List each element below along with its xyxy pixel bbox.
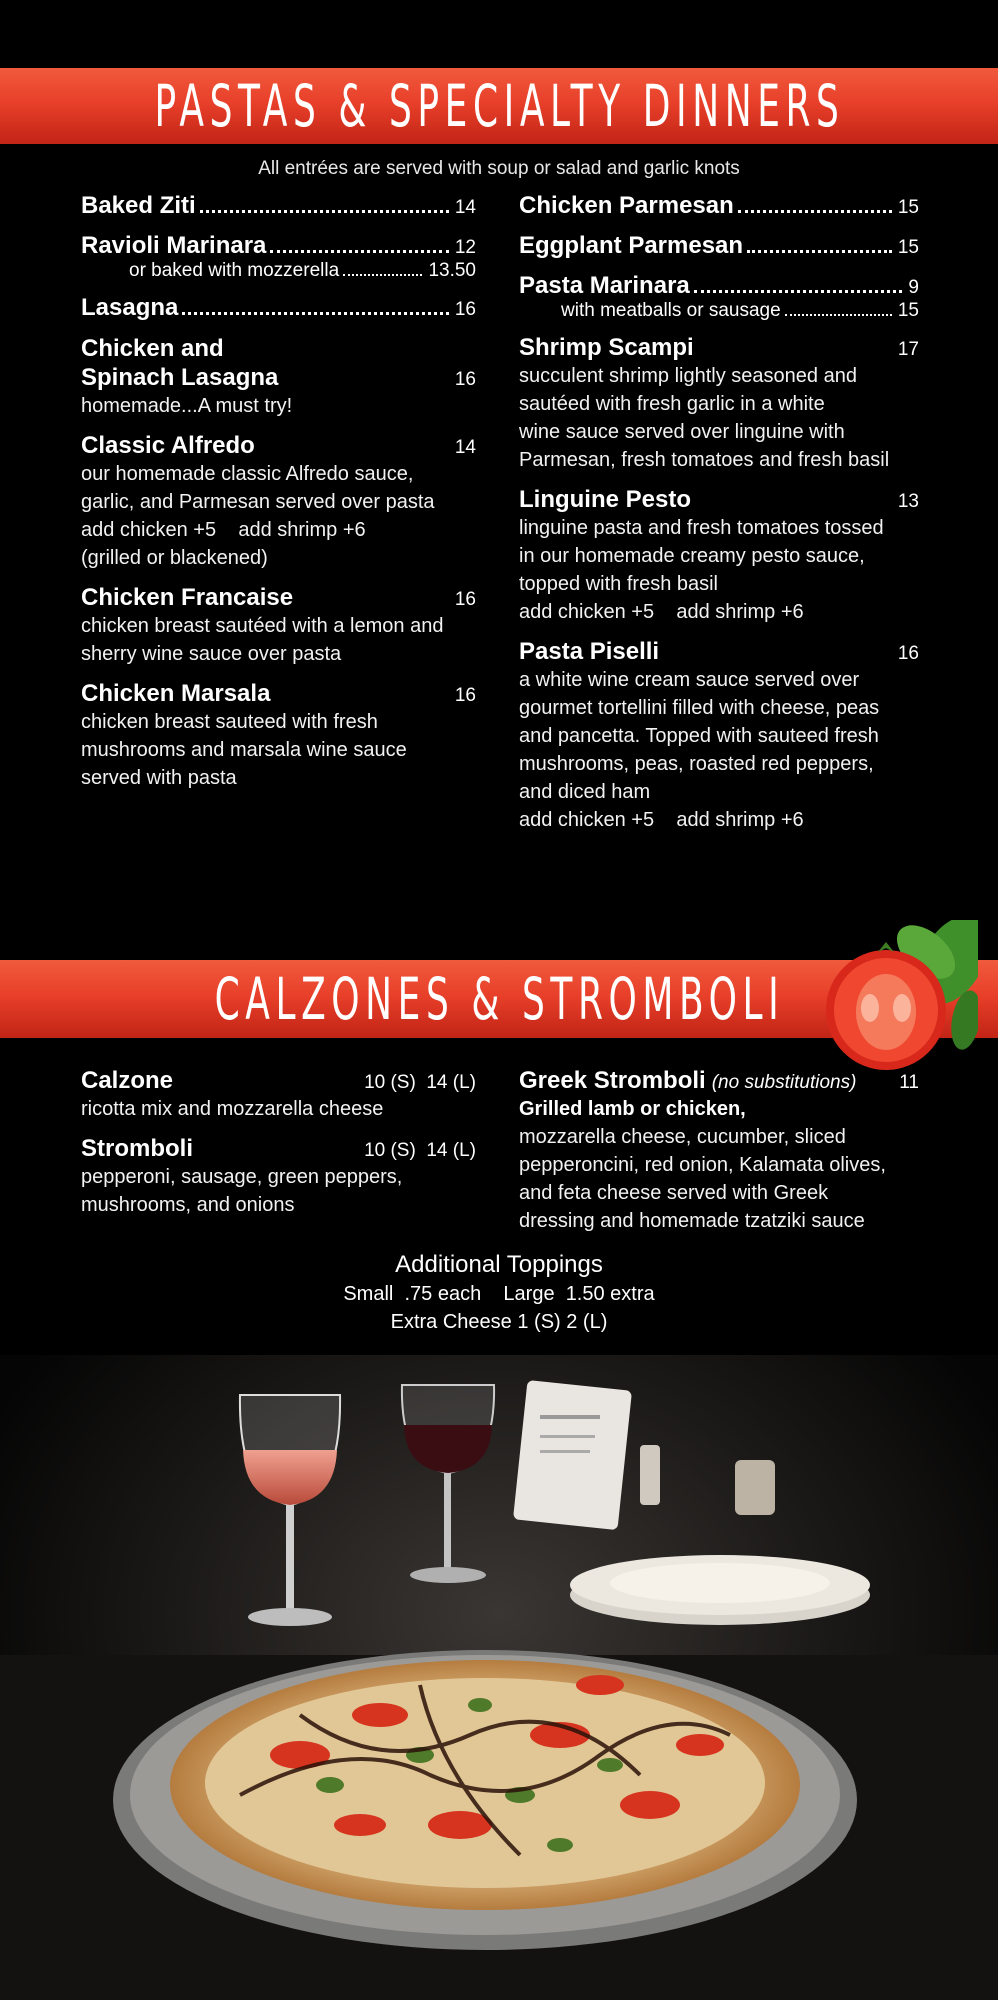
item-addons: add chicken +5 add shrimp +6 <box>519 601 804 623</box>
item-price: 16 <box>454 369 476 390</box>
item-name: Chicken Francaise <box>81 584 294 611</box>
item-description-line: Parmesan, fresh tomatoes and fresh basil <box>519 449 890 471</box>
item-addons: add chicken +5 add shrimp +6 <box>519 809 804 831</box>
calzones-section-title: CALZONES & STROMBOLI <box>214 965 784 1033</box>
item-name: Calzone <box>81 1067 174 1094</box>
item-description-line: gourmet tortellini filled with cheese, peas <box>519 697 880 719</box>
item-description-line: sherry wine sauce over pasta <box>81 643 342 665</box>
item-name: Chicken Marsala <box>81 680 271 707</box>
item-name: Baked Ziti <box>81 192 196 219</box>
calzones-left-column <box>81 1067 476 1231</box>
dot-leader <box>738 209 892 213</box>
item-name: Linguine Pesto <box>519 486 692 513</box>
item-price: 16 <box>897 643 919 664</box>
menu-item-chicken-marsala <box>81 680 476 792</box>
item-name: Chicken Parmesan <box>519 192 734 219</box>
menu-item-chicken-spinach-lasagna <box>81 334 476 420</box>
item-description-line: mushrooms and marsala wine sauce <box>81 739 407 761</box>
menu-item-chicken-parmesan <box>519 192 919 220</box>
additional-toppings <box>0 1250 998 1336</box>
menu-item-baked-ziti <box>81 192 476 220</box>
pastas-header-band <box>0 68 998 144</box>
item-description-line: chicken breast sautéed with a lemon and <box>81 615 444 637</box>
item-description-line: (grilled or blackened) <box>81 547 268 569</box>
toppings-extra-cheese: Extra Cheese 1 (S) 2 (L) <box>390 1311 608 1333</box>
menu-item-eggplant-parmesan <box>519 232 919 260</box>
item-description-line: and diced ham <box>519 781 651 803</box>
item-price: 10 (S) 14 (L) <box>364 1140 476 1161</box>
item-option-price: 15 <box>897 300 919 321</box>
menu-item-ravioli-marinara <box>81 232 476 282</box>
item-description-line: mushrooms, peas, roasted red peppers, <box>519 753 874 775</box>
item-name: Eggplant Parmesan <box>519 232 744 259</box>
item-price: 17 <box>897 339 919 360</box>
toppings-title: Additional Toppings <box>395 1251 603 1278</box>
menu-item-pasta-marinara <box>519 272 919 322</box>
item-description-line: a white wine cream sauce served over <box>519 669 860 691</box>
menu-item-shrimp-scampi <box>519 334 919 474</box>
item-name: Ravioli Marinara <box>81 232 267 259</box>
item-name-line-2: Spinach Lasagna <box>81 364 279 391</box>
item-addons: add chicken +5 add shrimp +6 <box>81 519 366 541</box>
menu-item-greek-stromboli <box>519 1067 919 1235</box>
dot-leader <box>785 313 892 316</box>
pizza-scene-illustration <box>0 1355 998 2000</box>
item-price: 14 <box>454 437 476 458</box>
item-description-line: chicken breast sauteed with fresh <box>81 711 378 733</box>
menu-item-stromboli <box>81 1135 476 1219</box>
pastas-left-column <box>81 192 476 804</box>
item-price: 16 <box>454 589 476 610</box>
item-price: 16 <box>454 299 476 320</box>
item-option: with meatballs or sausage <box>561 300 781 321</box>
item-price: 15 <box>897 237 919 258</box>
item-price: 11 <box>899 1072 919 1093</box>
item-price: 12 <box>454 237 476 258</box>
pastas-subtitle: All entrées are served with soup or salad and garlic knots <box>258 158 740 179</box>
dot-leader <box>694 289 903 293</box>
item-name: Greek Stromboli <box>519 1067 706 1094</box>
dot-leader <box>182 311 448 315</box>
item-description-line: our homemade classic Alfredo sauce, <box>81 463 414 485</box>
tomato-basil-image <box>808 920 978 1070</box>
item-description-line: served with pasta <box>81 767 237 789</box>
item-option-price: 13.50 <box>428 260 476 281</box>
toppings-pricing: Small .75 each Large 1.50 extra <box>343 1283 655 1305</box>
menu-item-lasagna <box>81 294 476 322</box>
item-name: Classic Alfredo <box>81 432 255 459</box>
item-description-line: pepperoni, sausage, green peppers, <box>81 1166 403 1188</box>
pastas-section-title: PASTAS & SPECIALTY DINNERS <box>154 72 845 140</box>
item-price: 13 <box>897 491 919 512</box>
dot-leader <box>270 249 448 253</box>
dot-leader <box>343 273 422 276</box>
dot-leader <box>747 249 892 253</box>
item-name: Pasta Piselli <box>519 638 660 665</box>
item-description-line: garlic, and Parmesan served over pasta <box>81 491 435 513</box>
menu-item-chicken-francaise <box>81 584 476 668</box>
item-description: ricotta mix and mozzarella cheese <box>81 1098 384 1120</box>
dot-leader <box>200 209 449 213</box>
item-price: 9 <box>908 277 919 298</box>
pizza-wine-photo <box>0 1355 998 2000</box>
item-description-line: dressing and homemade tzatziki sauce <box>519 1210 865 1232</box>
item-description-line: linguine pasta and fresh tomatoes tossed <box>519 517 884 539</box>
menu-item-calzone <box>81 1067 476 1123</box>
item-description-bold: Grilled lamb or chicken, <box>519 1098 746 1120</box>
item-description-line: in our homemade creamy pesto sauce, <box>519 545 865 567</box>
item-name: Shrimp Scampi <box>519 334 694 361</box>
item-description-line: and feta cheese served with Greek <box>519 1182 829 1204</box>
item-description: homemade...A must try! <box>81 395 293 417</box>
item-description-line: mozzarella cheese, cucumber, sliced <box>519 1126 846 1148</box>
item-option: or baked with mozzerella <box>129 260 340 281</box>
item-price: 14 <box>454 197 476 218</box>
item-description-line: wine sauce served over linguine with <box>519 421 845 443</box>
calzones-right-column <box>519 1067 919 1247</box>
item-name: Lasagna <box>81 294 179 321</box>
menu-item-linguine-pesto <box>519 486 919 626</box>
item-name: Stromboli <box>81 1135 193 1162</box>
item-description-line: mushrooms, and onions <box>81 1194 295 1216</box>
item-name-line-1: Chicken and <box>81 335 224 362</box>
item-description-line: pepperoncini, red onion, Kalamata olives, <box>519 1154 886 1176</box>
item-description-line: topped with fresh basil <box>519 573 719 595</box>
item-price: 15 <box>897 197 919 218</box>
item-price: 16 <box>454 685 476 706</box>
item-description-line: and pancetta. Topped with sauteed fresh <box>519 725 879 747</box>
menu-item-classic-alfredo <box>81 432 476 572</box>
item-description-line: succulent shrimp lightly seasoned and <box>519 365 857 387</box>
item-name: Pasta Marinara <box>519 272 690 299</box>
menu-item-pasta-piselli <box>519 638 919 834</box>
item-description-line: sautéed with fresh garlic in a white <box>519 393 825 415</box>
item-note: (no substitutions) <box>711 1072 857 1093</box>
item-price: 10 (S) 14 (L) <box>364 1072 476 1093</box>
pastas-right-column <box>519 192 919 846</box>
